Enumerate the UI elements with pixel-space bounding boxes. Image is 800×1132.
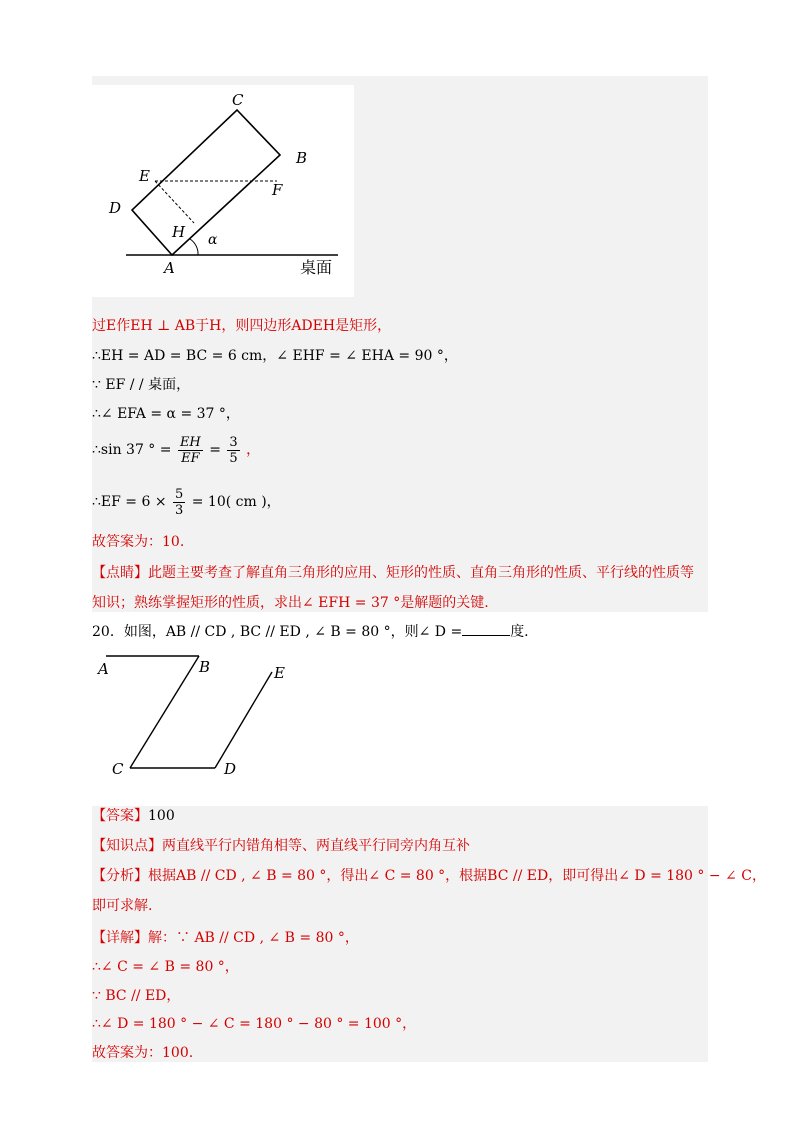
label-h: H (172, 223, 186, 241)
solution1-line6 (92, 484, 281, 520)
figure-rectangle-table-svg (92, 85, 354, 297)
fraction-eh-ef (178, 435, 203, 466)
figure-parallel-lines-svg (92, 648, 312, 780)
answer-value: 100 (148, 808, 175, 824)
knowledge-text: 两直线平行内错角相等、两直线平行同旁内角互补 (162, 838, 470, 854)
solution1-line5-suffix: ， (246, 442, 261, 458)
solution1-line3 (92, 375, 190, 395)
answer-tag: 【答案】 (92, 808, 148, 824)
solution1-line1: 过E作EH ⊥ AB于H，则四边形ADEH是矩形， (92, 318, 392, 334)
solution2-final: 故答案为：100. (92, 1045, 194, 1061)
label-alpha: α (208, 232, 218, 248)
label-d: D (109, 199, 122, 217)
solution1-line6-suffix: = 10( cm )， (191, 494, 281, 510)
label-a2: A (98, 660, 109, 678)
solution1-line4: ∴∠ EFA = α = 37 °， (92, 406, 240, 422)
solution1-line2: ∴EH = AD = BC = 6 cm，∠ EHF = ∠ EHA = 90 °， (92, 348, 458, 364)
fraction-5: 5 (229, 450, 238, 466)
analysis-text: 根据AB // CD , ∠ B = 80 °，得出∠ C = 80 °，根据BC // ED，即可得出∠ D = 180 ° − ∠ C， (148, 868, 766, 884)
solution1-line5 (92, 432, 260, 468)
fraction-5-3 (173, 487, 185, 518)
figure-parallel-lines (92, 648, 312, 780)
fraction-5-top: 5 (175, 486, 184, 502)
fraction-3-bottom: 3 (175, 502, 184, 518)
label-b: B (296, 149, 308, 167)
solution1-answer: 故答案为：10. (92, 534, 185, 550)
fraction-eh: EH (179, 434, 201, 450)
question-20 (92, 621, 529, 642)
label-c: C (232, 91, 244, 109)
comment-tag: 【点睛】 (92, 565, 148, 581)
fraction-ef: EF (181, 450, 200, 466)
label-f: F (272, 181, 283, 199)
solution2-analysis-line2: 即可求解. (92, 898, 153, 914)
solution2-step3: ∴∠ D = 180 ° − ∠ C = 180 ° − 80 ° = 100 °， (92, 1016, 417, 1032)
solution1-line5-prefix: ∴sin 37 ° = (92, 442, 172, 458)
solution1-line5-equals: = (209, 442, 221, 458)
detail-tag: 【详解】 (92, 930, 148, 946)
solution1-comment-line2: 知识；熟练掌握矩形的性质，求出∠ EFH = 37 °是解题的关键. (92, 595, 489, 611)
solution2-knowledge (92, 836, 470, 856)
solution1-comment (92, 563, 694, 583)
label-e2: E (274, 664, 285, 682)
detail-text: 解：∵ AB // CD , ∠ B = 80 °， (148, 930, 359, 946)
label-c2: C (112, 760, 124, 778)
knowledge-tag: 【知识点】 (92, 838, 162, 854)
label-e: E (139, 167, 150, 185)
solution2-analysis (92, 866, 766, 886)
fraction-3-5 (227, 435, 239, 466)
solution2-step1: ∴∠ C = ∠ B = 80 °， (92, 959, 239, 975)
solution2-step2: ∵ BC // ED， (92, 988, 181, 1004)
question-20-text: 20．如图，AB // CD , BC // ED , ∠ B = 80 °，则∠ D = (92, 624, 463, 640)
comment-text: 此题主要考查了解直角三角形的应用、矩形的性质、直角三角形的性质、平行线的性质等 (148, 565, 694, 581)
fraction-3: 3 (229, 434, 238, 450)
solution1-line6-prefix: ∴EF = 6 × (92, 494, 167, 510)
figure-rectangle-table (92, 85, 354, 297)
solution2-detail (92, 928, 359, 948)
label-table: 桌面 (300, 258, 333, 277)
label-b2: B (199, 658, 211, 676)
label-a: A (164, 259, 175, 277)
solution1-line3-text: ∵ EF / / 桌面， (92, 377, 191, 393)
label-d2: D (224, 760, 237, 778)
solution2-answer (92, 806, 175, 826)
analysis-tag: 【分析】 (92, 868, 148, 884)
answer-blank (462, 621, 510, 636)
question-20-suffix: 度. (510, 624, 529, 640)
